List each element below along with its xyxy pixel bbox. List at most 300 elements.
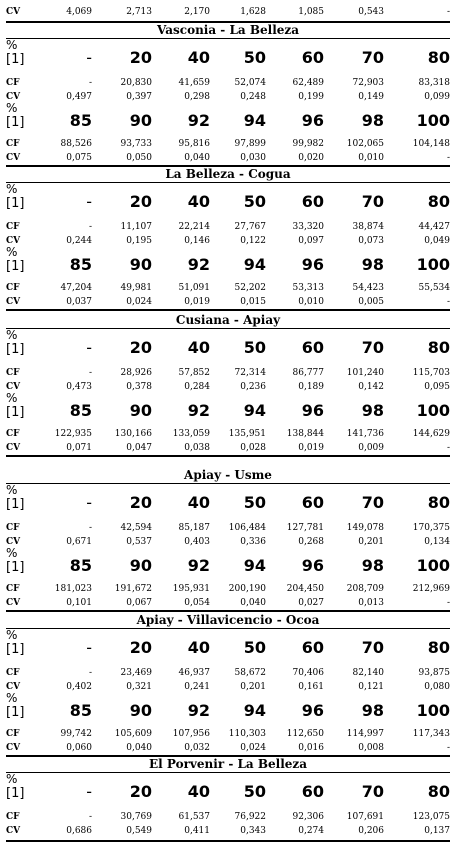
value-cell: 170,375 xyxy=(412,523,450,533)
percent-header-cell: 98 xyxy=(361,701,384,720)
percent-header-cell: 85 xyxy=(69,255,92,274)
value-cell: 0,497 xyxy=(66,92,92,102)
percent-header-cell: - xyxy=(86,338,92,357)
value-cell: 149,078 xyxy=(346,523,384,533)
row-label: CF xyxy=(6,523,20,533)
percent-label: % xyxy=(6,328,18,342)
value-cell: 141,736 xyxy=(346,429,384,439)
row-label: CF xyxy=(6,429,20,439)
value-cell: 0,101 xyxy=(66,598,92,608)
value-cell: 123,075 xyxy=(412,812,450,822)
value-cell: 107,956 xyxy=(172,729,210,739)
value-cell: 0,543 xyxy=(358,7,384,17)
percent-header-cell: 80 xyxy=(427,638,450,657)
value-cell: 46,937 xyxy=(178,668,210,678)
percent-header-cell: 98 xyxy=(361,401,384,420)
percent-header-cell: 94 xyxy=(243,255,266,274)
value-cell: 33,320 xyxy=(292,222,324,232)
value-cell: 0,336 xyxy=(240,537,266,547)
value-cell: 115,703 xyxy=(412,368,450,378)
value-cell: 0,015 xyxy=(240,297,266,307)
value-cell: 104,148 xyxy=(412,139,450,149)
value-cell: 0,067 xyxy=(126,598,152,608)
value-cell: - xyxy=(446,743,450,753)
percent-header-cell: 50 xyxy=(243,782,266,801)
percent-label: % xyxy=(6,38,18,52)
percent-header-cell: 50 xyxy=(243,638,266,657)
cf-row xyxy=(6,811,450,823)
value-cell: 42,594 xyxy=(120,523,152,533)
value-cell: 0,274 xyxy=(298,826,324,836)
value-cell: 0,549 xyxy=(126,826,152,836)
percent-header-cell: 20 xyxy=(129,493,152,512)
section-divider xyxy=(6,309,450,311)
value-cell: 0,161 xyxy=(298,682,324,692)
value-cell: 0,010 xyxy=(298,297,324,307)
percent-header-cell: 92 xyxy=(187,111,210,130)
percent-header-cell: 40 xyxy=(187,338,210,357)
value-cell: 0,121 xyxy=(358,682,384,692)
percent-header-cell: 40 xyxy=(187,493,210,512)
value-cell: - xyxy=(88,812,92,822)
percent-header-cell: 90 xyxy=(129,701,152,720)
value-cell: 106,484 xyxy=(228,523,266,533)
percent-header-cell: 70 xyxy=(361,782,384,801)
row-label: CV xyxy=(6,598,21,608)
percent-label: % xyxy=(6,245,18,259)
value-cell: 101,240 xyxy=(346,368,384,378)
percent-header-cell: 50 xyxy=(243,493,266,512)
percent-header-cell: - xyxy=(86,638,92,657)
percent-header-cell: 94 xyxy=(243,111,266,130)
value-cell: 0,019 xyxy=(184,297,210,307)
cv-row xyxy=(6,235,450,247)
value-cell: 93,875 xyxy=(418,668,450,678)
value-cell: 2,713 xyxy=(126,7,152,17)
percent-label: % xyxy=(6,182,18,196)
value-cell: 20,830 xyxy=(120,78,152,88)
value-cell: - xyxy=(88,222,92,232)
value-cell: 0,099 xyxy=(424,92,450,102)
percent-header-cell: 90 xyxy=(129,556,152,575)
percent-header-cell: 85 xyxy=(69,701,92,720)
value-cell: 0,013 xyxy=(358,598,384,608)
value-cell: 0,075 xyxy=(66,153,92,163)
cv-row xyxy=(6,597,450,609)
value-cell: 0,016 xyxy=(298,743,324,753)
percent-header-cell: - xyxy=(86,192,92,211)
cf-row xyxy=(6,667,450,679)
value-cell: 0,054 xyxy=(184,598,210,608)
value-cell: 0,248 xyxy=(240,92,266,102)
value-cell: 133,059 xyxy=(172,429,210,439)
value-cell: 0,146 xyxy=(184,236,210,246)
percent-header-cell: 100 xyxy=(416,701,450,720)
cf-row xyxy=(6,77,450,89)
value-cell: 0,008 xyxy=(358,743,384,753)
value-cell: 1,085 xyxy=(298,7,324,17)
cf-row xyxy=(6,522,450,534)
percent-header-cell: 60 xyxy=(301,638,324,657)
value-cell: 0,019 xyxy=(298,443,324,453)
percent-header-cell: 100 xyxy=(416,556,450,575)
value-cell: 0,040 xyxy=(126,743,152,753)
percent-header-row xyxy=(6,630,450,656)
section-divider xyxy=(6,328,450,329)
value-cell: 114,997 xyxy=(346,729,384,739)
cv-row xyxy=(6,536,450,548)
section-title: Apiay - Usme xyxy=(184,468,272,482)
percent-header-cell: 80 xyxy=(427,493,450,512)
percent-header-row xyxy=(6,693,450,719)
value-cell: 0,206 xyxy=(358,826,384,836)
value-cell: 0,024 xyxy=(240,743,266,753)
reference-note: [1] xyxy=(6,786,25,801)
percent-header-cell: 40 xyxy=(187,48,210,67)
percent-header-cell: 85 xyxy=(69,401,92,420)
percent-label: % xyxy=(6,391,18,405)
row-label: CF xyxy=(6,729,20,739)
value-cell: 0,473 xyxy=(66,382,92,392)
percent-header-cell: 40 xyxy=(187,192,210,211)
value-cell: 0,142 xyxy=(358,382,384,392)
section-divider xyxy=(6,182,450,183)
value-cell: 88,526 xyxy=(60,139,92,149)
percent-label: % xyxy=(6,483,18,497)
value-cell: - xyxy=(446,443,450,453)
percent-label: % xyxy=(6,691,18,705)
percent-header-cell: 90 xyxy=(129,401,152,420)
percent-header-cell: 100 xyxy=(416,111,450,130)
section-divider xyxy=(6,38,450,39)
percent-header-cell: 20 xyxy=(129,192,152,211)
value-cell: 85,187 xyxy=(178,523,210,533)
percent-header-cell: 60 xyxy=(301,782,324,801)
reference-note: [1] xyxy=(6,705,25,720)
value-cell: 58,672 xyxy=(234,668,266,678)
row-label: CV xyxy=(6,297,21,307)
value-cell: 0,030 xyxy=(240,153,266,163)
value-cell: 107,691 xyxy=(346,812,384,822)
value-cell: 0,137 xyxy=(424,826,450,836)
percent-header-cell: - xyxy=(86,782,92,801)
value-cell: 54,423 xyxy=(352,283,384,293)
reference-note: [1] xyxy=(6,560,25,575)
value-cell: 0,671 xyxy=(66,537,92,547)
section-divider xyxy=(6,772,450,773)
value-cell: 0,403 xyxy=(184,537,210,547)
value-cell: 0,049 xyxy=(424,236,450,246)
percent-header-cell: 92 xyxy=(187,701,210,720)
percent-header-cell: 96 xyxy=(301,401,324,420)
reference-note: [1] xyxy=(6,196,25,211)
row-label: CV xyxy=(6,382,21,392)
percent-label: % xyxy=(6,628,18,642)
value-cell: 4,069 xyxy=(66,7,92,17)
percent-header-cell: 92 xyxy=(187,556,210,575)
value-cell: - xyxy=(446,297,450,307)
percent-header-cell: 96 xyxy=(301,255,324,274)
percent-header-cell: 20 xyxy=(129,782,152,801)
value-cell: 102,065 xyxy=(346,139,384,149)
value-cell: 0,040 xyxy=(184,153,210,163)
row-label: CF xyxy=(6,668,20,678)
value-cell: 110,303 xyxy=(228,729,266,739)
section-divider xyxy=(6,455,450,457)
percent-header-cell: 90 xyxy=(129,255,152,274)
percent-header-cell: 50 xyxy=(243,338,266,357)
value-cell: 204,450 xyxy=(286,584,324,594)
row-label: CV xyxy=(6,682,21,692)
row-label: CF xyxy=(6,584,20,594)
value-cell: 30,769 xyxy=(120,812,152,822)
value-cell: 0,201 xyxy=(358,537,384,547)
row-label: CV xyxy=(6,743,21,753)
value-cell: - xyxy=(88,668,92,678)
value-cell: 49,981 xyxy=(120,283,152,293)
percent-header-row xyxy=(6,548,450,574)
value-cell: 72,314 xyxy=(234,368,266,378)
value-cell: - xyxy=(88,78,92,88)
value-cell: - xyxy=(446,7,450,17)
value-cell: 28,926 xyxy=(120,368,152,378)
section-divider xyxy=(6,840,450,842)
row-label: CV xyxy=(6,826,21,836)
row-label: CV xyxy=(6,92,21,102)
row-label: CV xyxy=(6,537,21,547)
value-cell: 0,028 xyxy=(240,443,266,453)
value-cell: 0,244 xyxy=(66,236,92,246)
percent-header-row xyxy=(6,774,450,800)
value-cell: 208,709 xyxy=(346,584,384,594)
value-cell: 0,038 xyxy=(184,443,210,453)
value-cell: 117,343 xyxy=(412,729,450,739)
percent-header-cell: 80 xyxy=(427,192,450,211)
value-cell: 23,469 xyxy=(120,668,152,678)
value-cell: 0,397 xyxy=(126,92,152,102)
percent-header-cell: 98 xyxy=(361,111,384,130)
value-cell: 0,122 xyxy=(240,236,266,246)
value-cell: 212,969 xyxy=(412,584,450,594)
value-cell: 0,024 xyxy=(126,297,152,307)
value-cell: 0,009 xyxy=(358,443,384,453)
value-cell: 0,050 xyxy=(126,153,152,163)
value-cell: 0,402 xyxy=(66,682,92,692)
value-cell: 72,903 xyxy=(352,78,384,88)
cf-row xyxy=(6,367,450,379)
value-cell: 2,170 xyxy=(184,7,210,17)
cv-row xyxy=(6,91,450,103)
value-cell: 144,629 xyxy=(412,429,450,439)
section-title: Vasconia - La Belleza xyxy=(157,23,299,37)
percent-header-cell: 70 xyxy=(361,338,384,357)
percent-header-cell: 60 xyxy=(301,493,324,512)
value-cell: 0,195 xyxy=(126,236,152,246)
value-cell: 0,284 xyxy=(184,382,210,392)
value-cell: 0,040 xyxy=(240,598,266,608)
value-cell: - xyxy=(446,153,450,163)
row-label: CF xyxy=(6,812,20,822)
percent-header-cell: 96 xyxy=(301,111,324,130)
value-cell: 130,166 xyxy=(114,429,152,439)
value-cell: 0,321 xyxy=(126,682,152,692)
value-cell: 181,023 xyxy=(54,584,92,594)
percent-header-cell: 20 xyxy=(129,638,152,657)
cv-row xyxy=(6,296,450,308)
value-cell: 0,298 xyxy=(184,92,210,102)
percent-header-cell: 80 xyxy=(427,48,450,67)
percent-header-cell: 60 xyxy=(301,338,324,357)
value-cell: 0,686 xyxy=(66,826,92,836)
percent-header-cell: 70 xyxy=(361,192,384,211)
row-label: CF xyxy=(6,368,20,378)
value-cell: 76,922 xyxy=(234,812,266,822)
percent-header-cell: 96 xyxy=(301,556,324,575)
row-label: CF xyxy=(6,139,20,149)
value-cell: 0,537 xyxy=(126,537,152,547)
reference-note: [1] xyxy=(6,115,25,130)
value-cell: - xyxy=(446,598,450,608)
value-cell: 195,931 xyxy=(172,584,210,594)
value-cell: 55,534 xyxy=(418,283,450,293)
percent-header-cell: 40 xyxy=(187,782,210,801)
percent-header-cell: 98 xyxy=(361,255,384,274)
value-cell: 44,427 xyxy=(418,222,450,232)
percent-header-row xyxy=(6,247,450,273)
percent-header-cell: 98 xyxy=(361,556,384,575)
percent-header-cell: 96 xyxy=(301,701,324,720)
reference-note: [1] xyxy=(6,642,25,657)
percent-label: % xyxy=(6,772,18,786)
value-cell: 0,020 xyxy=(298,153,324,163)
percent-header-cell: 80 xyxy=(427,782,450,801)
value-cell: 0,047 xyxy=(126,443,152,453)
percent-header-cell: 100 xyxy=(416,401,450,420)
value-cell: 53,313 xyxy=(292,283,324,293)
value-cell: 38,874 xyxy=(352,222,384,232)
value-cell: 0,236 xyxy=(240,382,266,392)
value-cell: 0,080 xyxy=(424,682,450,692)
percent-header-cell: 94 xyxy=(243,401,266,420)
value-cell: 0,071 xyxy=(66,443,92,453)
percent-header-cell: 94 xyxy=(243,701,266,720)
cf-row xyxy=(6,428,450,440)
percent-header-row xyxy=(6,330,450,356)
percent-header-cell: 20 xyxy=(129,338,152,357)
cf-row xyxy=(6,583,450,595)
percent-header-cell: 40 xyxy=(187,638,210,657)
value-cell: 0,037 xyxy=(66,297,92,307)
value-cell: 47,204 xyxy=(60,283,92,293)
value-cell: 52,202 xyxy=(234,283,266,293)
percent-header-cell: 92 xyxy=(187,255,210,274)
row-label: CV xyxy=(6,153,21,163)
value-cell: 0,378 xyxy=(126,382,152,392)
percent-header-row xyxy=(6,103,450,129)
percent-header-cell: 92 xyxy=(187,401,210,420)
value-cell: 86,777 xyxy=(292,368,324,378)
value-cell: - xyxy=(88,523,92,533)
percent-header-cell: 100 xyxy=(416,255,450,274)
value-cell: 52,074 xyxy=(234,78,266,88)
percent-header-row xyxy=(6,485,450,511)
value-cell: 41,659 xyxy=(178,78,210,88)
percent-header-cell: - xyxy=(86,48,92,67)
value-cell: 135,951 xyxy=(228,429,266,439)
value-cell: 62,489 xyxy=(292,78,324,88)
value-cell: 0,149 xyxy=(358,92,384,102)
reference-note: [1] xyxy=(6,497,25,512)
value-cell: 27,767 xyxy=(234,222,266,232)
value-cell: 0,095 xyxy=(424,382,450,392)
reference-note: [1] xyxy=(6,405,25,420)
value-cell: 0,134 xyxy=(424,537,450,547)
cv-row xyxy=(6,442,450,454)
value-cell: 57,852 xyxy=(178,368,210,378)
value-cell: 99,742 xyxy=(60,729,92,739)
value-cell: 61,537 xyxy=(178,812,210,822)
percent-header-cell: 60 xyxy=(301,48,324,67)
value-cell: 1,628 xyxy=(240,7,266,17)
value-cell: 0,005 xyxy=(358,297,384,307)
row-label: CF xyxy=(6,78,20,88)
cf-row xyxy=(6,138,450,150)
percent-header-row xyxy=(6,184,450,210)
value-cell: 99,982 xyxy=(292,139,324,149)
value-cell: 0,010 xyxy=(358,153,384,163)
cf-row xyxy=(6,282,450,294)
value-cell: 0,073 xyxy=(358,236,384,246)
value-cell: 0,201 xyxy=(240,682,266,692)
percent-header-cell: 50 xyxy=(243,192,266,211)
value-cell: 0,241 xyxy=(184,682,210,692)
cv-row xyxy=(6,681,450,693)
value-cell: 92,306 xyxy=(292,812,324,822)
value-cell: 0,411 xyxy=(184,826,210,836)
value-cell: 95,816 xyxy=(178,139,210,149)
cv-row-continuation xyxy=(6,6,450,18)
percent-header-cell: 70 xyxy=(361,493,384,512)
value-cell: 191,672 xyxy=(114,584,152,594)
percent-header-cell: 70 xyxy=(361,48,384,67)
value-cell: 93,733 xyxy=(120,139,152,149)
value-cell: 83,318 xyxy=(418,78,450,88)
row-label: CV xyxy=(6,443,21,453)
value-cell: 112,650 xyxy=(286,729,324,739)
cv-row xyxy=(6,825,450,837)
value-cell: 105,609 xyxy=(114,729,152,739)
percent-header-row xyxy=(6,393,450,419)
value-cell: 70,406 xyxy=(292,668,324,678)
value-cell: 0,199 xyxy=(298,92,324,102)
value-cell: 82,140 xyxy=(352,668,384,678)
cv-row xyxy=(6,152,450,164)
section-title: Apiay - Villavicencio - Ocoa xyxy=(136,613,320,627)
percent-header-cell: 20 xyxy=(129,48,152,67)
section-title: La Belleza - Cogua xyxy=(165,167,291,181)
row-label: CF xyxy=(6,283,20,293)
percent-header-cell: 85 xyxy=(69,111,92,130)
percent-label: % xyxy=(6,546,18,560)
value-cell: 138,844 xyxy=(286,429,324,439)
value-cell: 22,214 xyxy=(178,222,210,232)
cf-row xyxy=(6,221,450,233)
percent-label: % xyxy=(6,101,18,115)
percent-header-cell: 70 xyxy=(361,638,384,657)
percent-header-cell: 85 xyxy=(69,556,92,575)
cf-row xyxy=(6,728,450,740)
value-cell: 0,060 xyxy=(66,743,92,753)
